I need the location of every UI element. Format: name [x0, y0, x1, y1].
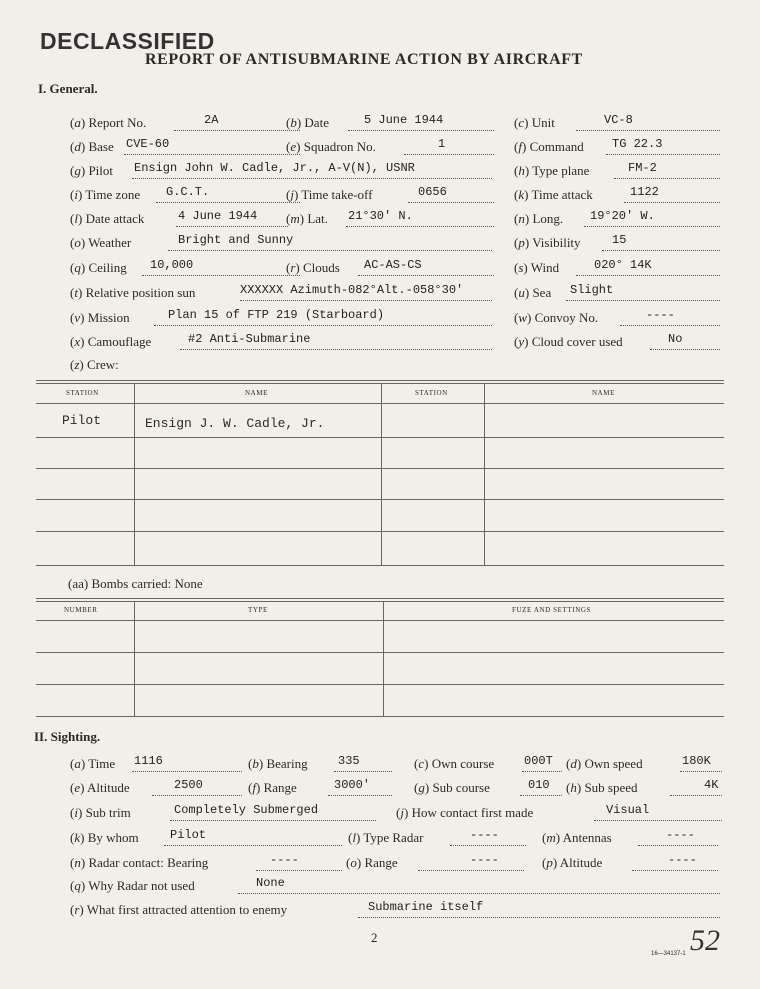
time-zone-value: G.C.T. — [166, 185, 210, 199]
crew-header-station: STATION — [66, 389, 99, 397]
field-date-attack: (l) Date attack 4 June 1944 — [70, 211, 144, 227]
ceiling-value: 10,000 — [150, 258, 194, 272]
sub-trim-value: Completely Submerged — [174, 803, 319, 817]
general-heading: I. General. — [38, 81, 98, 96]
type-plane-value: FM-2 — [628, 161, 657, 175]
crew-header-name-2: NAME — [592, 389, 616, 397]
bombs-carried-value: None — [174, 576, 203, 591]
pilot-value: Ensign John W. Cadle, Jr., A-V(N), USNR — [134, 161, 415, 175]
visibility-value: 15 — [612, 233, 627, 247]
declassified-stamp: DECLASSIFIED — [40, 28, 215, 54]
field-lat: (m) Lat. 21°30' N. — [286, 211, 328, 227]
field-report-no: (a) Report No. 2A — [70, 115, 146, 131]
field-long: (n) Long. 19°20' W. — [514, 211, 563, 227]
page-number: 2 — [371, 930, 378, 945]
base-value: CVE-60 — [126, 137, 170, 151]
field-cloud-cover-used: (y) Cloud cover used No — [514, 334, 623, 350]
field-command: (f) Command TG 22.3 — [514, 139, 584, 155]
lat-value: 21°30' N. — [348, 209, 413, 223]
altitude-value: 2500 — [174, 778, 203, 792]
field-radar-range: (o) Range ---- — [346, 855, 398, 871]
own-speed-value: 180K — [682, 754, 711, 768]
bombs-header-number: NUMBER — [64, 606, 98, 614]
field-pilot: (g) Pilot Ensign John W. Cadle, Jr., A-V(N), USNR — [70, 163, 113, 179]
field-bombs-carried: (aa) Bombs carried: None — [68, 576, 203, 591]
field-sighting-time: (a) Time 1116 — [70, 756, 115, 772]
field-type-plane: (h) Type plane FM-2 — [514, 163, 589, 179]
mission-value: Plan 15 of FTP 219 (Starboard) — [168, 308, 385, 322]
field-sub-speed: (h) Sub speed 4K — [566, 780, 638, 796]
field-why-radar-not-used: (q) Why Radar not used None — [70, 878, 195, 894]
field-visibility: (p) Visibility 15 — [514, 235, 581, 251]
field-altitude: (e) Altitude 2500 — [70, 780, 130, 796]
field-radar-altitude: (p) Altitude ---- — [542, 855, 602, 871]
radar-altitude-value: ---- — [668, 853, 697, 867]
date-attack-value: 4 June 1944 — [178, 209, 258, 223]
sub-speed-value: 4K — [704, 778, 719, 792]
clouds-value: AC-AS-CS — [364, 258, 422, 272]
date-value: 5 June 1944 — [364, 113, 444, 127]
field-how-contact: (j) How contact first made Visual — [396, 805, 533, 821]
field-unit: (c) Unit VC-8 — [514, 115, 555, 131]
command-value: TG 22.3 — [612, 137, 663, 151]
why-radar-value: None — [256, 876, 285, 890]
handwritten-page-number: 52 — [690, 924, 720, 957]
cloud-cover-used-value: No — [668, 332, 683, 346]
field-own-speed: (d) Own speed 180K — [566, 756, 643, 772]
field-relative-position-sun: (t) Relative position sun XXXXXX Azimuth-082°Alt.-058°30' — [70, 285, 195, 301]
field-ceiling: (q) Ceiling 10,000 — [70, 260, 127, 276]
field-type-radar: (l) Type Radar ---- — [348, 830, 423, 846]
bombs-header-fuze: FUZE AND SETTINGS — [512, 606, 592, 614]
how-contact-value: Visual — [606, 803, 650, 817]
long-value: 19°20' W. — [590, 209, 655, 223]
crew-header-name: NAME — [245, 389, 269, 397]
sub-course-value: 010 — [528, 778, 550, 792]
range-value: 3000' — [334, 778, 371, 792]
field-convoy-no: (w) Convoy No. ---- — [514, 310, 598, 326]
squadron-no-value: 1 — [438, 137, 446, 151]
field-time-attack: (k) Time attack 1122 — [514, 187, 593, 203]
radar-bearing-value: ---- — [270, 853, 299, 867]
crew-header-station-2: STATION — [415, 389, 448, 397]
field-bearing: (b) Bearing 335 — [248, 756, 308, 772]
weather-value: Bright and Sunny — [178, 233, 294, 247]
sea-value: Slight — [570, 283, 614, 297]
print-code: 16—34137-1 — [651, 951, 686, 957]
camouflage-value: #2 Anti-Submarine — [188, 332, 311, 346]
field-radar-contact-bearing: (n) Radar contact: Bearing ---- — [70, 855, 208, 871]
crew-name-cell: Ensign J. W. Cadle, Jr. — [145, 416, 325, 431]
field-sea: (u) Sea Slight — [514, 285, 551, 301]
field-weather: (o) Weather Bright and Sunny — [70, 235, 131, 251]
type-radar-value: ---- — [470, 828, 499, 842]
crew-station-cell: Pilot — [62, 413, 102, 428]
unit-value: VC-8 — [604, 113, 633, 127]
field-time-zone: (i) Time zone G.C.T. — [70, 187, 140, 203]
field-base: (d) Base CVE-60 — [70, 139, 114, 155]
field-by-whom: (k) By whom Pilot — [70, 830, 139, 846]
radar-range-value: ---- — [470, 853, 499, 867]
own-course-value: 000T — [524, 754, 553, 768]
field-clouds: (r) Clouds AC-AS-CS — [286, 260, 340, 276]
field-antennas: (m) Antennas ---- — [542, 830, 612, 846]
field-sub-trim: (i) Sub trim Completely Submerged — [70, 805, 131, 821]
sighting-heading: II. Sighting. — [34, 729, 101, 744]
convoy-no-value: ---- — [646, 308, 675, 322]
wind-value: 020° 14K — [594, 258, 652, 272]
time-takeoff-value: 0656 — [418, 185, 447, 199]
field-range: (f) Range 3000' — [248, 780, 297, 796]
field-mission: (v) Mission Plan 15 of FTP 219 (Starboard) — [70, 310, 130, 326]
field-own-course: (c) Own course 000T — [414, 756, 494, 772]
report-title: REPORT OF ANTISUBMARINE ACTION BY AIRCRAFT — [145, 51, 583, 68]
field-first-attracted: (r) What first attracted attention to enemy Submarine itself — [70, 902, 287, 918]
bombs-header-type: TYPE — [248, 606, 268, 614]
field-sub-course: (g) Sub course 010 — [414, 780, 490, 796]
bearing-value: 335 — [338, 754, 360, 768]
by-whom-value: Pilot — [170, 828, 207, 842]
field-camouflage: (x) Camouflage #2 Anti-Submarine — [70, 334, 151, 350]
field-squadron-no: (e) Squadron No. 1 — [286, 139, 376, 155]
report-no-value: 2A — [204, 113, 219, 127]
first-attracted-value: Submarine itself — [368, 900, 484, 914]
field-date: (b) Date 5 June 1944 — [286, 115, 329, 131]
field-time-takeoff: (j) Time take-off 0656 — [286, 187, 372, 203]
relative-position-sun-value: XXXXXX Azimuth-082°Alt.-058°30' — [240, 283, 464, 297]
antennas-value: ---- — [666, 828, 695, 842]
time-attack-value: 1122 — [630, 185, 659, 199]
field-wind: (s) Wind 020° 14K — [514, 260, 559, 276]
field-crew: (z) Crew: — [70, 357, 119, 372]
sighting-time-value: 1116 — [134, 754, 163, 768]
